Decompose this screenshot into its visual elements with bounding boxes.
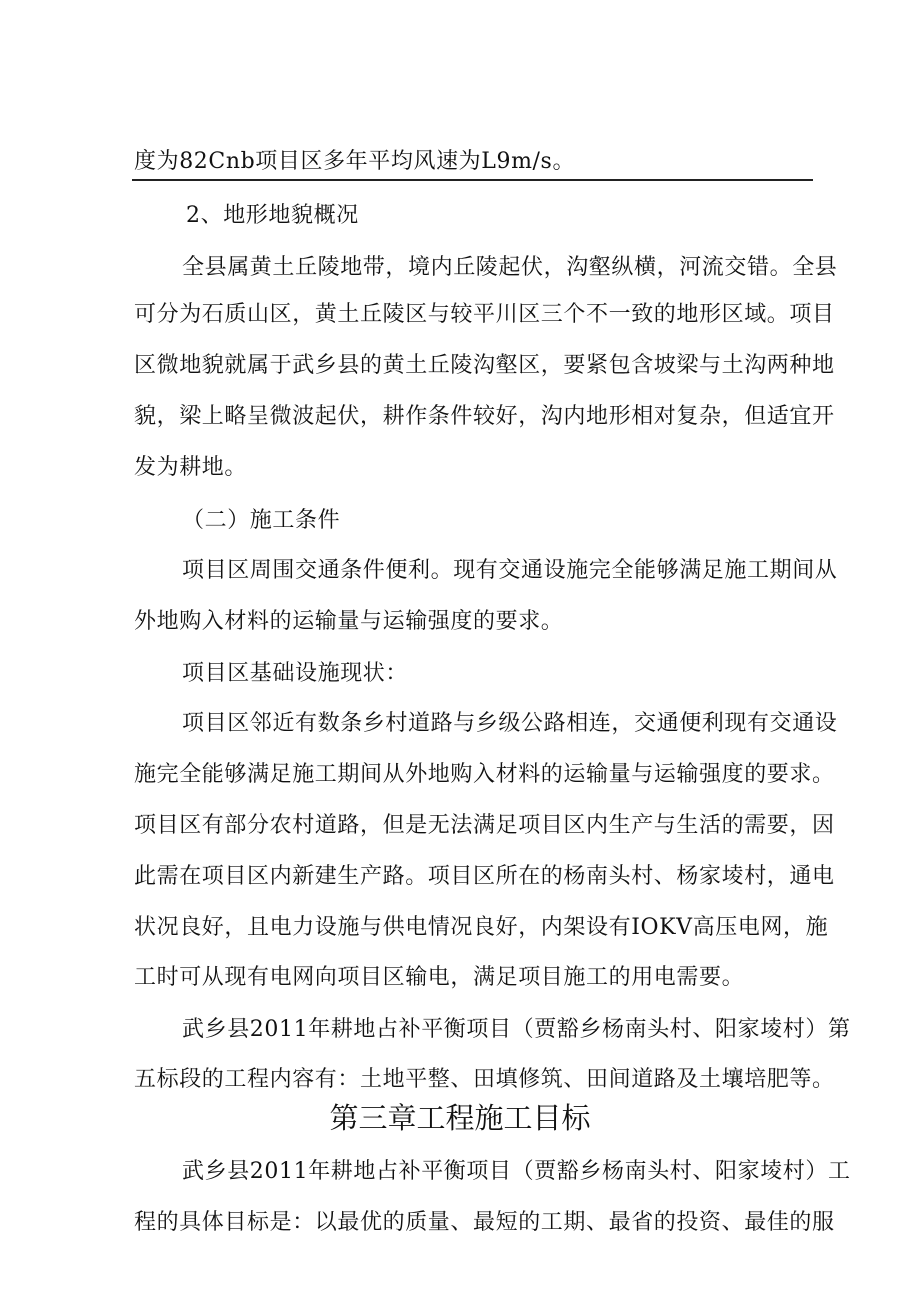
text-line: 貌，梁上略呈微波起伏，耕作条件较好，沟内地形相对复杂，但适宜开	[134, 404, 835, 429]
text-line: 工时可从现有电网向项目区输电，满足项目施工的用电需要。	[134, 965, 745, 990]
text-line: 武乡县2011年耕地占补平衡项目（贾豁乡杨南头村、阳家堎村）第	[182, 1017, 851, 1042]
text-line: 五标段的工程内容有：土地平整、田填修筑、田间道路及土壤培肥等。	[134, 1067, 835, 1092]
text-line: 程的具体目标是：以最优的质量、最短的工期、最省的投资、最佳的服	[134, 1210, 835, 1235]
text-line: 项目区邻近有数条乡村道路与乡级公路相连，交通便利现有交通设	[182, 711, 838, 736]
text-line: 项目区基础设施现状：	[182, 661, 409, 686]
header-rule	[132, 179, 813, 181]
text-line: 度为82Cnb项目区多年平均风速为L9m/s。	[134, 149, 576, 174]
text-line: 区微地貌就属于武乡县的黄土丘陵沟壑区，要紧包含坡梁与土沟两种地	[134, 353, 835, 378]
text-line: 全县属黄土丘陵地带，境内丘陵起伏，沟壑纵横，河流交错。全县	[182, 255, 838, 280]
section-heading: 2、地形地貌概况	[186, 203, 359, 228]
text-line: 可分为石质山区，黄土丘陵区与较平川区三个不一致的地形区域。项目	[134, 302, 835, 327]
text-line: 此需在项目区内新建生产路。项目区所在的杨南头村、杨家堎村，通电	[134, 864, 835, 889]
section-heading: （二）施工条件	[182, 508, 341, 533]
chapter-title: 第三章工程施工目标	[329, 1101, 591, 1135]
text-line: 发为耕地。	[134, 455, 248, 480]
text-line: 状况良好，且电力设施与供电情况良好，内架设有IOKV高压电网，施	[134, 915, 829, 940]
text-line: 项目区周围交通条件便利。现有交通设施完全能够满足施工期间从	[182, 558, 838, 583]
text-line: 外地购入材料的运输量与运输强度的要求。	[134, 609, 564, 634]
text-line: 项目区有部分农村道路，但是无法满足项目区内生产与生活的需要，因	[134, 813, 835, 838]
text-line: 武乡县2011年耕地占补平衡项目（贾豁乡杨南头村、阳家堎村）工	[182, 1159, 851, 1184]
text-line: 施完全能够满足施工期间从外地购入材料的运输量与运输强度的要求。	[134, 762, 835, 787]
